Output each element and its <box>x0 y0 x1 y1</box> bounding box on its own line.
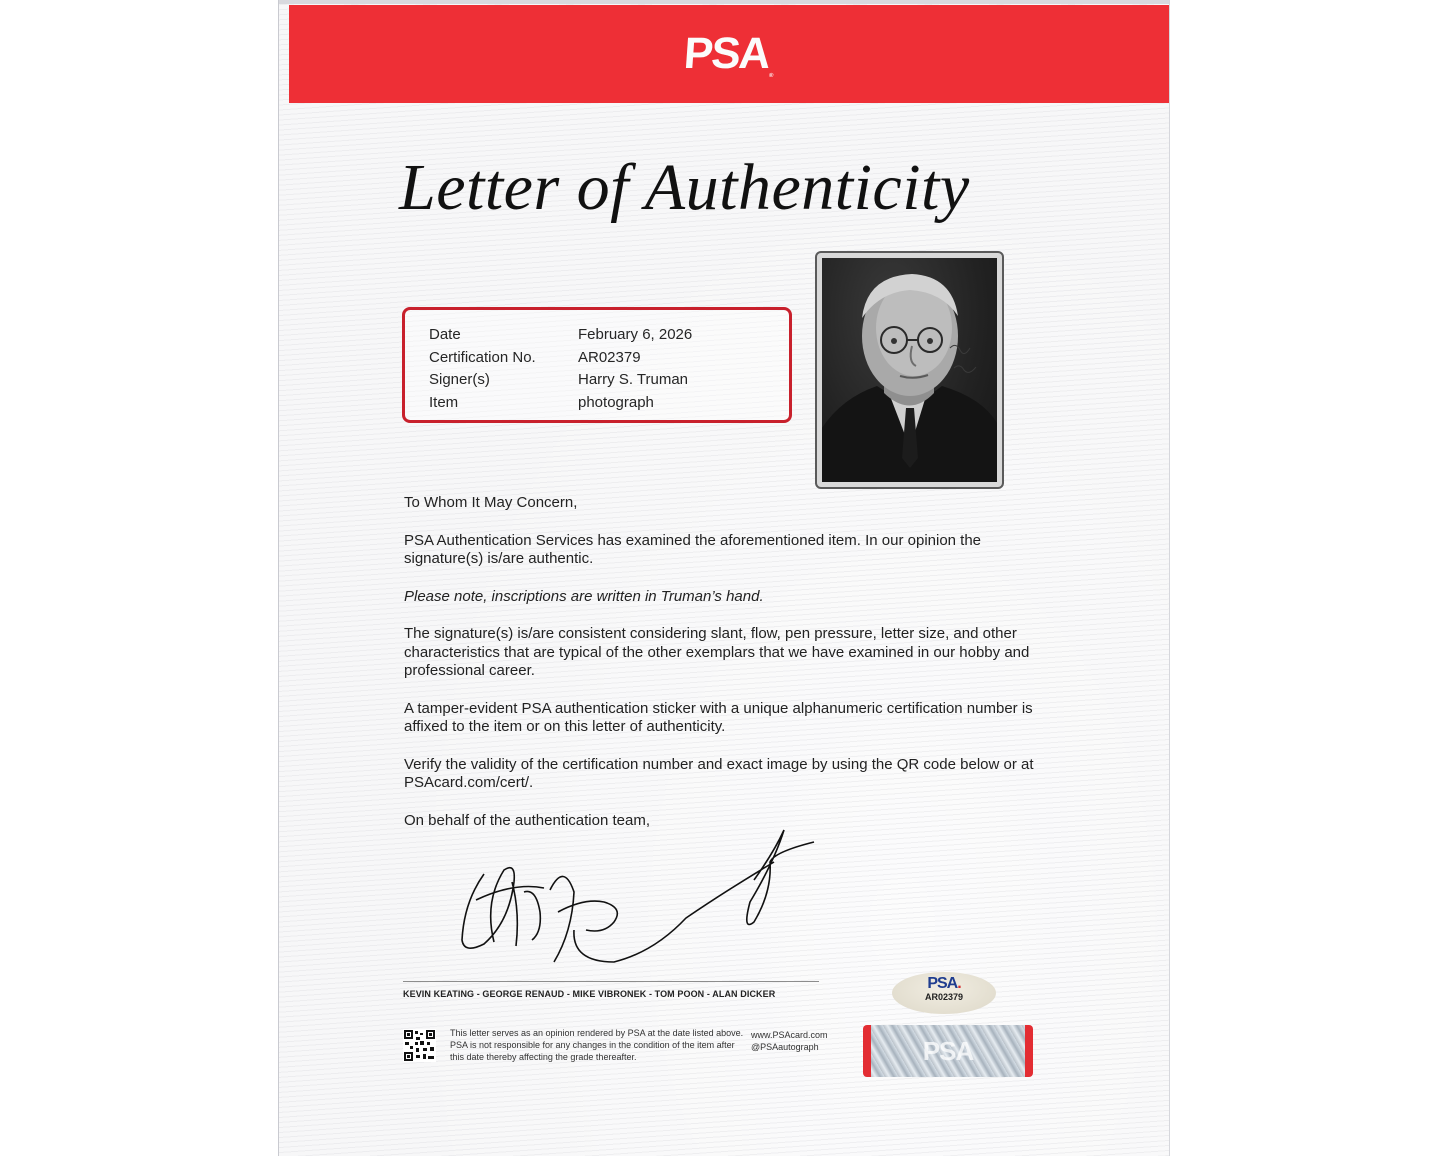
portrait-illustration-icon <box>822 258 997 482</box>
info-label: Date <box>429 326 461 343</box>
disclaimer-text: This letter serves as an opinion rendered by PSA at the date listed above. PSA is not responsible for any changes in the condition of the item after this date thereby affecting the grade thereafter. <box>450 1028 744 1062</box>
info-value: Harry S. Truman <box>578 371 689 388</box>
footer-divider <box>403 981 819 982</box>
verify-paragraph: Verify the validity of the certification number and exact image by using the QR code below or at PSAcard.com/cert/. <box>404 755 1034 791</box>
logo-text: PSA <box>681 29 770 78</box>
hologram-logo: PSA <box>922 1035 974 1066</box>
hologram-pattern <box>871 1025 1025 1077</box>
header-banner <box>289 5 1169 103</box>
sticker-logo-accent: A <box>946 975 958 992</box>
info-row-item <box>429 392 789 415</box>
cert-info-box <box>402 307 792 423</box>
portrait-photo <box>815 251 1004 489</box>
sticker-logo-main: PS <box>927 975 947 992</box>
portrait-image <box>822 258 997 482</box>
opinion-paragraph: PSA Authentication Services has examined the aforementioned item. In our opinion the signature(s) is/are authentic. <box>404 531 982 567</box>
sticker-logo-reg: . <box>957 975 961 992</box>
info-label: Signer(s) <box>429 371 490 388</box>
sticker-cert-number: AR02379 <box>924 992 964 1002</box>
contact-info <box>751 1029 828 1053</box>
cert-sticker <box>892 972 996 1014</box>
info-row-signer <box>429 369 789 392</box>
closing: On behalf of the authentication team, <box>404 811 650 829</box>
sticker-logo <box>892 975 996 993</box>
inscription-note: Please note, inscriptions are written in Truman’s hand. <box>404 587 764 605</box>
letter-page <box>278 0 1170 1156</box>
consistency-paragraph: The signature(s) is/are consistent considering slant, flow, pen pressure, letter size, and other characteristics that are typical of the other exemplars that we have examined in our hobby and professional career. <box>404 625 1030 679</box>
info-value: AR02379 <box>578 348 641 366</box>
info-label: Certification No. <box>429 348 536 366</box>
info-row-cert <box>429 347 789 370</box>
sticker-paragraph: A tamper-evident PSA authentication sticker with a unique alphanumeric certification number is affixed to the item or on this letter of authenticity. <box>404 699 1033 735</box>
salutation: To Whom It May Concern, <box>404 494 578 511</box>
info-row-date <box>429 324 789 347</box>
social-handle[interactable]: @PSAautograph <box>751 1042 819 1052</box>
info-label: Item <box>429 393 459 411</box>
letter-body <box>404 494 1064 849</box>
logo-reg-mark: ® <box>768 73 774 79</box>
psa-logo <box>682 29 776 79</box>
hologram-sticker <box>863 1025 1033 1077</box>
signature-icon <box>454 822 824 972</box>
info-value: February 6, 2026 <box>578 326 693 343</box>
authenticator-names: KEVIN KEATING - GEORGE RENAUD - MIKE VIBRONEK - TOM POON - ALAN DICKER <box>403 989 776 999</box>
top-edge <box>279 0 1169 4</box>
document-title: Letter of Authenticity <box>399 151 970 224</box>
qr-code-icon[interactable] <box>403 1029 436 1062</box>
website-link[interactable]: www.PSAcard.com <box>751 1030 828 1040</box>
info-value: photograph <box>578 393 654 411</box>
